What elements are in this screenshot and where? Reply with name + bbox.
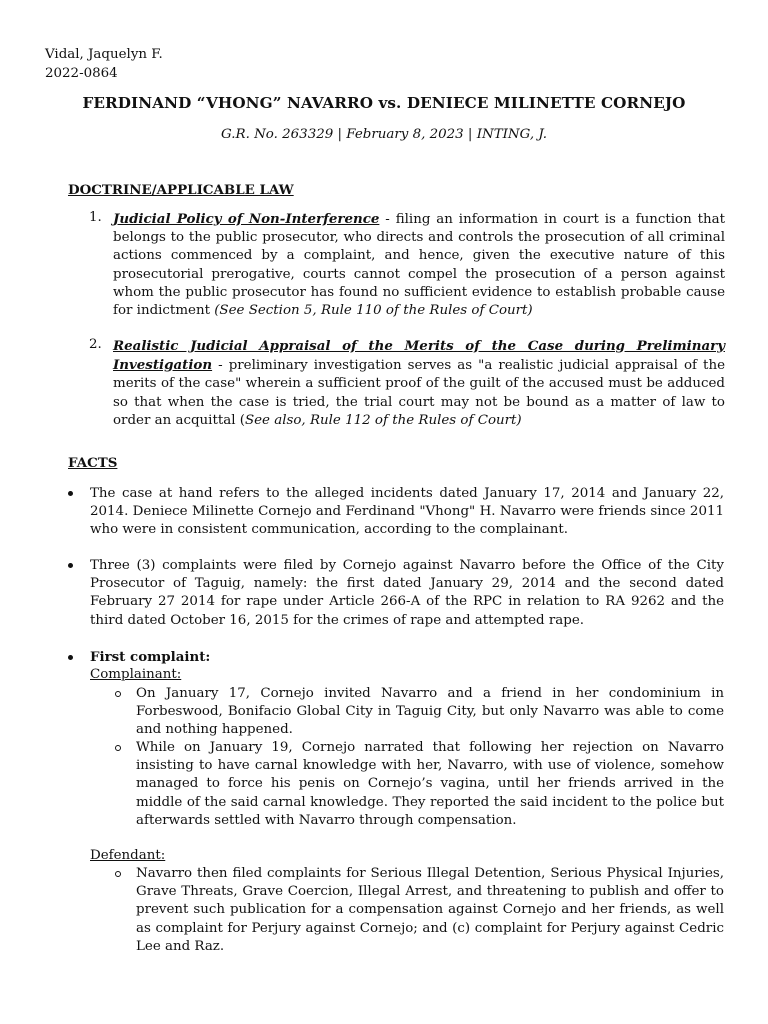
circle-bullet-icon [115,745,121,751]
doctrine-citation: (See Section 5, Rule 110 of the Rules of Court) [214,303,533,319]
bullet-icon [68,491,73,496]
complainant-item-2 [113,739,724,830]
bullet-icon [68,655,73,660]
first-complaint-label: First complaint: [90,649,211,665]
facts-bullet-text: Three (3) complaints were filed by Cornejo against Navarro before the Office of the City Prosecutor of Taguig, namely: the first dated January 29, 2014 and the second dated February 27 2014 for rape under Article 266-A of the RPC in relation to RA 9262 and the third dated October 16, 2015 for the crimes of rape and attempted rape. [90,558,724,628]
bullet-icon [68,563,73,568]
doctrine-item-number: 2. [89,337,102,352]
case-reference: G.R. No. 263329 | February 8, 2023 | INTING, J. [221,127,547,142]
doctrine-text: - filing an information in court is a function that belongs to the public prosecutor, who directs and controls the prosecution of all criminal actions commenced by a complaint, and hence, given the executive nature of this prosecutorial prerogative, courts cannot compel the prosecution of a person against whom the public prosecutor has found no sufficient evidence to establish probable cause for indictment [113,212,725,319]
doctrine-heading: DOCTRINE/APPLICABLE LAW [68,182,294,198]
case-title: FERDINAND “VHONG” NAVARRO vs. DENIECE MILINETTE CORNEJO [82,94,686,112]
doctrine-item-1 [89,210,725,320]
defendant-label: Defendant: [90,848,166,863]
doctrine-term: Realistic Judicial Appraisal of the Merits of the Case during Preliminary Investigation [113,338,725,374]
circle-bullet-icon [115,871,121,877]
complainant-item-text: While on January 19, Cornejo narrated that following her rejection on Navarro insisting to have carnal knowledge with her, Navarro, with use of violence, somehow managed to force his penis on Cornejo’s vagina, until her friends arrived in the middle of the said carnal knowledge. They reported the said incident to the police but afterwards settled with Navarro through compensation. [136,740,724,828]
facts-bullet-text: The case at hand refers to the alleged incidents dated January 17, 2014 and January 22, 2014. Deniece Milinette Cornejo and Ferdinand "Vhong" H. Navarro were friends since 2011 who were in consistent communication, according to the complainant. [90,486,724,538]
complainant-item-1 [113,685,724,740]
doctrine-text: - preliminary investigation serves as "a realistic judicial appraisal of the merits of the case" wherein a sufficient proof of the guilt of the accused must be adduced so that when the case is tried, the trial court may not be bound as a matter of law to order an acquittal ( [113,358,725,428]
doctrine-term: Judicial Policy of Non-Interference [113,211,380,227]
doctrine-citation: See also, Rule 112 of the Rules of Court) [244,412,522,428]
doctrine-item-2 [89,337,725,430]
author-block [45,45,163,83]
defendant-item-text: Navarro then filed complaints for Serious Illegal Detention, Serious Physical Injuries, Grave Threats, Grave Coercion, Illegal Arrest, and threatening to publish and offer to prevent such publication for a compensation against Cornejo and her friends, as well as complaint for Perjury against Cornejo; and (c) complaint for Perjury against Cedric Lee and Raz. [136,866,724,954]
facts-bullet-2 [68,557,724,630]
doctrine-item-number: 1. [89,210,102,225]
author-name: Vidal, Jaquelyn F. [45,47,163,62]
student-id: 2022-0864 [45,66,118,81]
circle-bullet-icon [115,691,121,697]
complainant-item-text: On January 17, Cornejo invited Navarro and a friend in her condominium in Forbeswood, Bonifacio Global City in Taguig City, but only Navarro was able to come and nothing happened. [136,686,724,738]
complainant-label: Complainant: [90,667,182,682]
facts-heading: FACTS [68,455,118,471]
defendant-item-1 [113,865,724,956]
facts-bullet-1 [68,485,724,540]
